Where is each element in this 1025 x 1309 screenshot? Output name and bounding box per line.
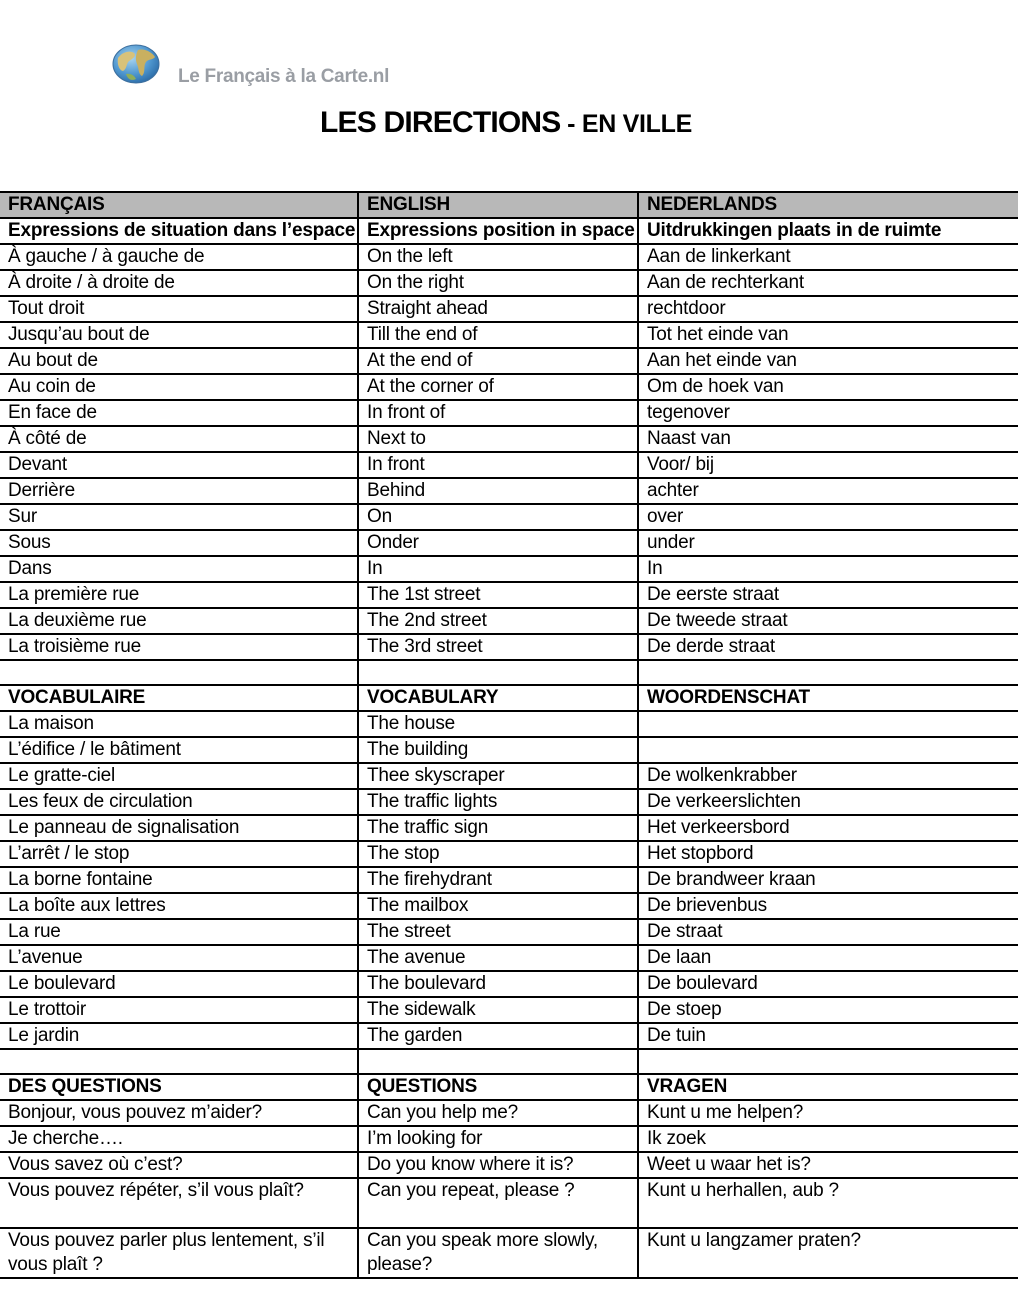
cell-french: L’avenue [0, 945, 358, 971]
cell-french: Le trottoir [0, 997, 358, 1023]
cell-dutch: Kunt u langzamer praten? [638, 1228, 1018, 1278]
table-row [0, 919, 1018, 945]
cell-french: VOCABULAIRE [0, 685, 358, 711]
cell-french: DES QUESTIONS [0, 1074, 358, 1100]
cell-dutch: Kunt u herhallen, aub ? [638, 1178, 1018, 1228]
cell-english: The mailbox [358, 893, 638, 919]
brand-name: Le Français à la Carte.nl [178, 66, 390, 87]
cell-french: La rue [0, 919, 358, 945]
cell-french: Tout droit [0, 296, 358, 322]
cell-english: Till the end of [358, 322, 638, 348]
cell-french: Vous savez où c’est? [0, 1152, 358, 1178]
cell-english: Behind [358, 478, 638, 504]
spacer-row [0, 660, 1018, 685]
cell-dutch: De brievenbus [638, 893, 1018, 919]
cell-dutch: De laan [638, 945, 1018, 971]
title-separator: - [560, 110, 582, 138]
cell-dutch: Ik zoek [638, 1126, 1018, 1152]
cell-dutch: De derde straat [638, 634, 1018, 660]
table-row [0, 348, 1018, 374]
cell-english: The garden [358, 1023, 638, 1049]
cell-french: La troisième rue [0, 634, 358, 660]
cell-english: At the end of [358, 348, 638, 374]
cell-english: Straight ahead [358, 296, 638, 322]
cell-french: Bonjour, vous pouvez m’aider? [0, 1100, 358, 1126]
table-row [0, 426, 1018, 452]
table-row [0, 452, 1018, 478]
cell-english [358, 660, 638, 685]
cell-english: The building [358, 737, 638, 763]
section-heading-row [0, 218, 1018, 244]
cell-english: Do you know where it is? [358, 1152, 638, 1178]
cell-english: In [358, 556, 638, 582]
cell-dutch: over [638, 504, 1018, 530]
cell-english: Expressions position in space [358, 218, 638, 244]
table-row [0, 400, 1018, 426]
cell-dutch: Het verkeersbord [638, 815, 1018, 841]
cell-dutch [638, 1049, 1018, 1074]
table-row [0, 1100, 1018, 1126]
cell-english: I’m looking for [358, 1126, 638, 1152]
cell-english: The sidewalk [358, 997, 638, 1023]
cell-dutch: De wolkenkrabber [638, 763, 1018, 789]
table-row [0, 763, 1018, 789]
table-row [0, 1178, 1018, 1228]
cell-french: La boîte aux lettres [0, 893, 358, 919]
table-row [0, 634, 1018, 660]
table-row [0, 270, 1018, 296]
cell-dutch: rechtdoor [638, 296, 1018, 322]
cell-french: La première rue [0, 582, 358, 608]
cell-english: On the right [358, 270, 638, 296]
table-row [0, 737, 1018, 763]
cell-english: The firehydrant [358, 867, 638, 893]
cell-dutch: In [638, 556, 1018, 582]
vocabulary-table-body [0, 192, 1018, 1278]
cell-dutch: Aan de linkerkant [638, 244, 1018, 270]
cell-dutch [638, 711, 1018, 737]
cell-dutch: Voor/ bij [638, 452, 1018, 478]
table-row [0, 1126, 1018, 1152]
cell-french: Derrière [0, 478, 358, 504]
cell-french: À côté de [0, 426, 358, 452]
cell-french: La deuxième rue [0, 608, 358, 634]
cell-dutch: Uitdrukkingen plaats in de ruimte [638, 218, 1018, 244]
cell-english: The house [358, 711, 638, 737]
cell-english: The stop [358, 841, 638, 867]
cell-dutch: De boulevard [638, 971, 1018, 997]
table-row [0, 867, 1018, 893]
table-row [0, 1228, 1018, 1278]
table-row [0, 945, 1018, 971]
cell-french: Devant [0, 452, 358, 478]
cell-english: The 3rd street [358, 634, 638, 660]
globe-icon [112, 44, 160, 84]
cell-french: Le panneau de signalisation [0, 815, 358, 841]
cell-english: The 1st street [358, 582, 638, 608]
table-row [0, 322, 1018, 348]
table-row [0, 1152, 1018, 1178]
cell-dutch: under [638, 530, 1018, 556]
cell-french: La maison [0, 711, 358, 737]
cell-english [358, 1049, 638, 1074]
column-header-english: ENGLISH [358, 192, 638, 218]
cell-french: L’arrêt / le stop [0, 841, 358, 867]
cell-dutch: Tot het einde van [638, 322, 1018, 348]
table-row [0, 711, 1018, 737]
cell-french: En face de [0, 400, 358, 426]
cell-english: At the corner of [358, 374, 638, 400]
cell-english: The boulevard [358, 971, 638, 997]
cell-dutch: Aan het einde van [638, 348, 1018, 374]
cell-english: In front of [358, 400, 638, 426]
cell-french: Jusqu’au bout de [0, 322, 358, 348]
vocabulary-table [0, 191, 1018, 1279]
language-header-row [0, 192, 1018, 218]
cell-dutch: De eerste straat [638, 582, 1018, 608]
spacer-row [0, 1049, 1018, 1074]
cell-english: QUESTIONS [358, 1074, 638, 1100]
cell-dutch: De tuin [638, 1023, 1018, 1049]
cell-dutch [638, 737, 1018, 763]
cell-french [0, 1049, 358, 1074]
cell-dutch: De verkeerslichten [638, 789, 1018, 815]
table-row [0, 815, 1018, 841]
cell-dutch: De straat [638, 919, 1018, 945]
cell-dutch: Weet u waar het is? [638, 1152, 1018, 1178]
cell-french: Le boulevard [0, 971, 358, 997]
cell-english: On the left [358, 244, 638, 270]
cell-french: Le gratte-ciel [0, 763, 358, 789]
table-row [0, 893, 1018, 919]
cell-english: In front [358, 452, 638, 478]
table-row [0, 244, 1018, 270]
table-row [0, 582, 1018, 608]
cell-dutch: WOORDENSCHAT [638, 685, 1018, 711]
cell-dutch: De brandweer kraan [638, 867, 1018, 893]
section-heading-row [0, 685, 1018, 711]
cell-dutch [638, 660, 1018, 685]
cell-french: Expressions de situation dans l’espace [0, 218, 358, 244]
cell-french: Je cherche…. [0, 1126, 358, 1152]
title-sub: EN VILLE [581, 110, 692, 138]
cell-english: The traffic lights [358, 789, 638, 815]
cell-dutch: De tweede straat [638, 608, 1018, 634]
column-header-french: FRANÇAIS [0, 192, 358, 218]
cell-english: VOCABULARY [358, 685, 638, 711]
cell-english: The avenue [358, 945, 638, 971]
table-row [0, 478, 1018, 504]
table-row [0, 789, 1018, 815]
cell-english: On [358, 504, 638, 530]
cell-english: Can you repeat, please ? [358, 1178, 638, 1228]
table-row [0, 556, 1018, 582]
cell-english: The traffic sign [358, 815, 638, 841]
cell-english: Can you speak more slowly, please? [358, 1228, 638, 1278]
cell-french: Au coin de [0, 374, 358, 400]
cell-french: Au bout de [0, 348, 358, 374]
table-row [0, 841, 1018, 867]
cell-french: Sous [0, 530, 358, 556]
section-heading-row [0, 1074, 1018, 1100]
title-main: LES DIRECTIONS [320, 106, 561, 139]
cell-dutch: Het stopbord [638, 841, 1018, 867]
cell-english: The 2nd street [358, 608, 638, 634]
cell-dutch: Naast van [638, 426, 1018, 452]
cell-english: Thee skyscraper [358, 763, 638, 789]
cell-english: Can you help me? [358, 1100, 638, 1126]
cell-english: Onder [358, 530, 638, 556]
cell-french: La borne fontaine [0, 867, 358, 893]
cell-french: Dans [0, 556, 358, 582]
cell-french: Le jardin [0, 1023, 358, 1049]
table-row [0, 374, 1018, 400]
column-header-dutch: NEDERLANDS [638, 192, 1018, 218]
cell-dutch: Aan de rechterkant [638, 270, 1018, 296]
cell-dutch: Kunt u me helpen? [638, 1100, 1018, 1126]
table-row [0, 971, 1018, 997]
cell-dutch: tegenover [638, 400, 1018, 426]
table-row [0, 530, 1018, 556]
cell-french: À droite / à droite de [0, 270, 358, 296]
cell-dutch: De stoep [638, 997, 1018, 1023]
cell-english: Next to [358, 426, 638, 452]
table-row [0, 1023, 1018, 1049]
table-row [0, 608, 1018, 634]
cell-french: Vous pouvez répéter, s’il vous plaît? [0, 1178, 358, 1228]
cell-french [0, 660, 358, 685]
cell-french: Vous pouvez parler plus lentement, s’il vous plaît ? [0, 1228, 358, 1278]
table-row [0, 997, 1018, 1023]
cell-french: Les feux de circulation [0, 789, 358, 815]
cell-dutch: achter [638, 478, 1018, 504]
cell-french: À gauche / à gauche de [0, 244, 358, 270]
cell-french: Sur [0, 504, 358, 530]
table-row [0, 296, 1018, 322]
cell-dutch: VRAGEN [638, 1074, 1018, 1100]
cell-english: The street [358, 919, 638, 945]
table-row [0, 504, 1018, 530]
cell-dutch: Om de hoek van [638, 374, 1018, 400]
page-title [0, 106, 1012, 140]
cell-french: L’édifice / le bâtiment [0, 737, 358, 763]
